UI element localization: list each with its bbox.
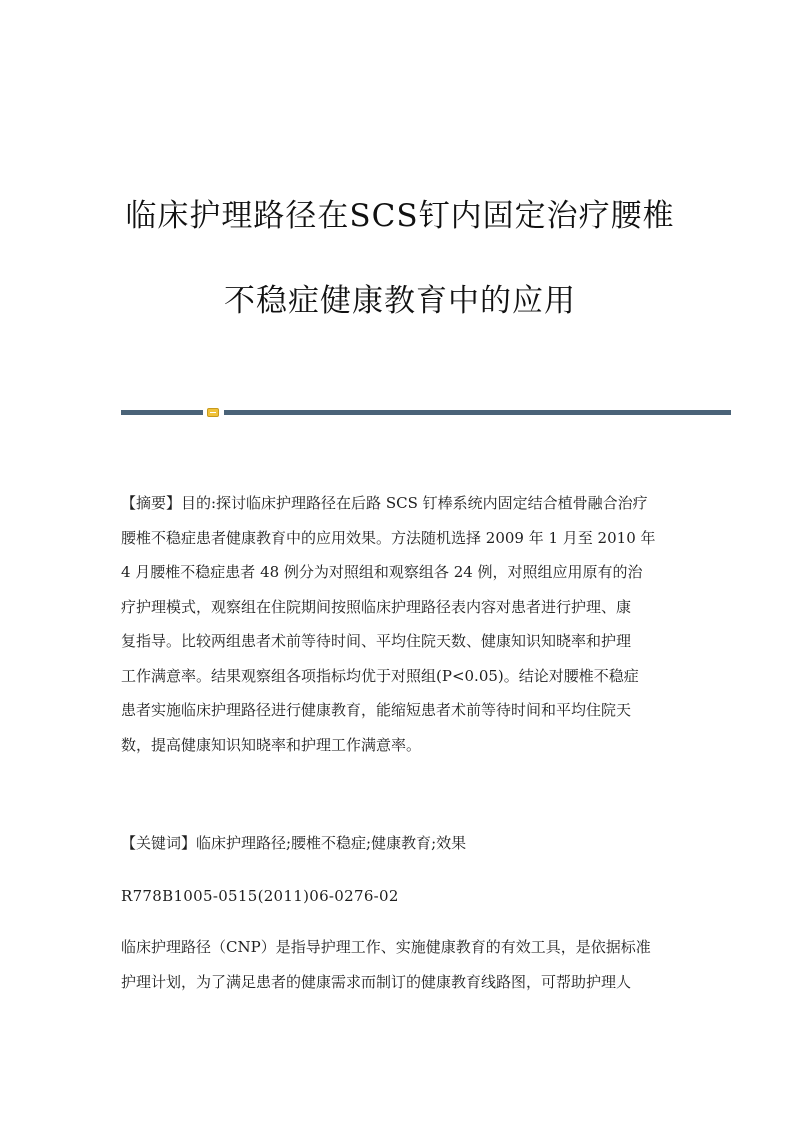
abstract-paragraph — [121, 486, 681, 762]
abstract-line: 腰椎不稳症患者健康教育中的应用效果。方法随机选择 2009 年 1 月至 2010 年 — [121, 528, 656, 547]
keywords-paragraph: 【关键词】临床护理路径;腰椎不稳症;健康教育;效果 — [121, 834, 467, 852]
abstract-line: 工作满意率。结果观察组各项指标均优于对照组(P<0.05)。结论对腰椎不稳症 — [121, 666, 639, 685]
abstract-line: 数，提高健康知识知晓率和护理工作满意率。 — [121, 735, 422, 754]
abstract-line: 患者实施临床护理路径进行健康教育，能缩短患者术前等待时间和平均住院天 — [121, 701, 632, 719]
abstract-line: 【摘要】目的:探讨临床护理路径在后路 SCS 钉棒系统内固定结合植骨融合治疗 — [121, 494, 648, 512]
divider-marker-icon — [207, 408, 219, 417]
divider-bar-right — [224, 410, 731, 415]
divider-bar-left — [121, 410, 203, 415]
classification-code: R778B1005-0515(2011)06-0276-02 — [121, 887, 399, 905]
title-divider — [121, 408, 731, 418]
document-title-line-2: 不稳症健康教育中的应用 — [224, 283, 576, 319]
abstract-line: 复指导。比较两组患者术前等待时间、平均住院天数、健康知识知晓率和护理 — [121, 632, 632, 650]
abstract-line: 疗护理模式，观察组在住院期间按照临床护理路径表内容对患者进行护理、康 — [121, 597, 632, 616]
intro-paragraph — [121, 930, 681, 999]
abstract-line: 4 月腰椎不稳症患者 48 例分为对照组和观察组各 24 例，对照组应用原有的治 — [121, 563, 643, 581]
intro-line: 临床护理路径（CNP）是指导护理工作、实施健康教育的有效工具，是依据标准 — [121, 938, 651, 956]
intro-line: 护理计划，为了满足患者的健康需求而制订的健康教育线路图，可帮助护理人 — [121, 972, 632, 991]
document-title-line-1: 临床护理路径在SCS钉内固定治疗腰椎 — [125, 198, 675, 234]
